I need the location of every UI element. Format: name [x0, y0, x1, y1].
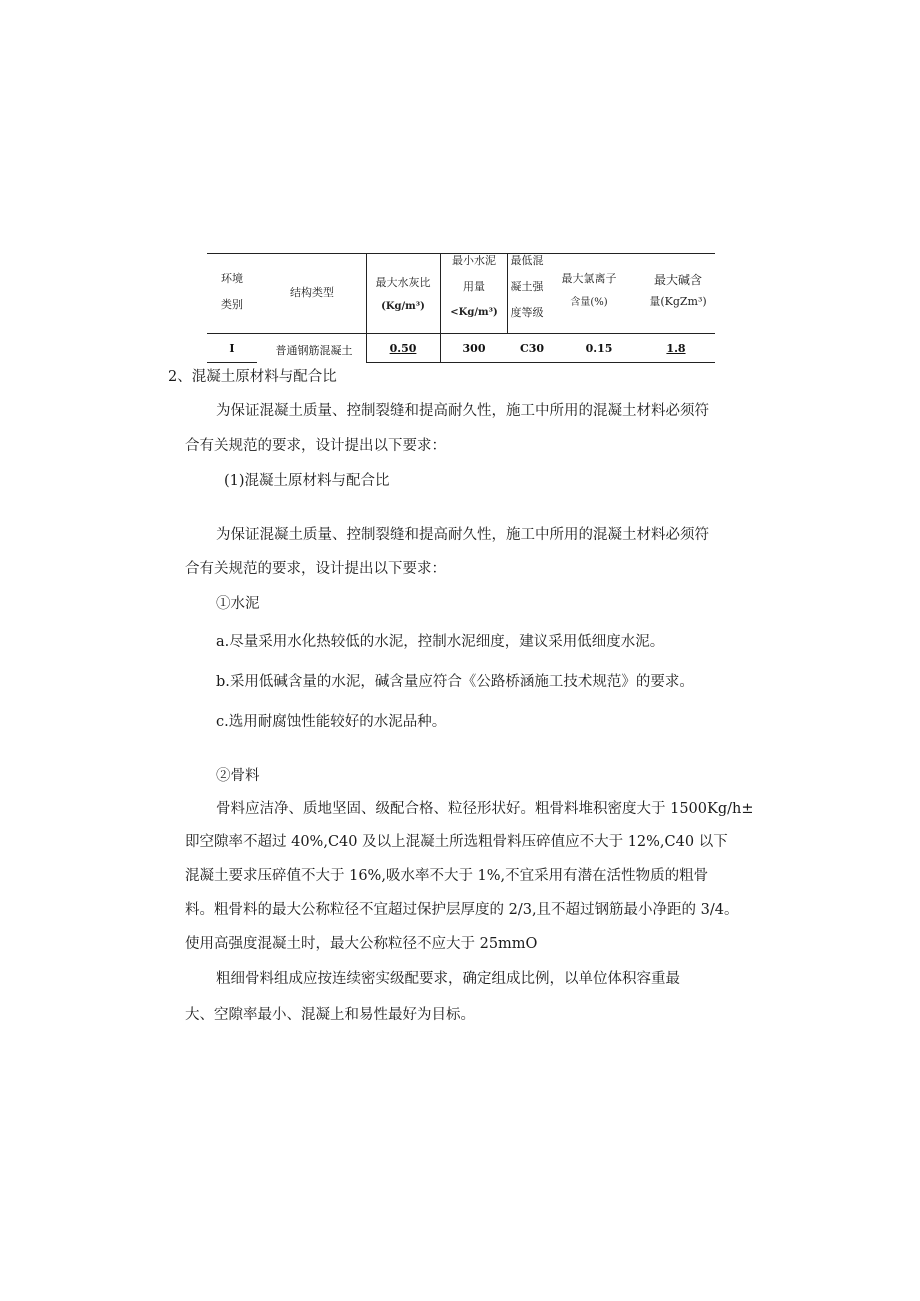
cell-max-alkali: 1.8: [666, 342, 686, 355]
table-left-underline: [207, 362, 257, 363]
sub-heading: (1)混凝土原材料与配合比: [224, 473, 390, 489]
cement-item-b: b.采用低碱含量的水泥，碱含量应符合《公路桥涵施工技术规范》的要求。: [216, 674, 694, 690]
table-header-rule: [207, 333, 715, 334]
cell-max-water-cement-ratio: 0.50: [389, 342, 417, 355]
cell-structure-type: 普通钢筋混凝土: [275, 344, 353, 357]
cement-item-a: a.尽量采用水化热较低的水泥，控制水泥细度，建议采用低细度水泥。: [216, 634, 665, 650]
intro-repeat-line-2: 合有关规范的要求，设计提出以下要求：: [185, 561, 446, 577]
aggregate-line: 骨料应洁净、质地坚固、级配合格、粒径形状好。粗骨料堆积密度大于 1500Kg/h±: [216, 801, 754, 817]
cell-min-concrete-grade: C30: [519, 342, 545, 355]
section-heading: 2、混凝土原材料与配合比: [168, 369, 337, 385]
header-max-chloride: 最大氯离子 含量(%): [561, 272, 617, 308]
aggregate-line: 使用高强度混凝土时，最大公称粒径不应大于 25mmO: [185, 936, 538, 952]
cell-min-cement-content: 300: [462, 342, 486, 355]
table-divider: [366, 253, 367, 363]
aggregate-line: 即空隙率不超过 40%,C40 及以上混凝土所选粗骨料压碎值应不大于 12%,C40 以下: [185, 834, 728, 850]
intro-repeat-line-1: 为保证混凝土质量、控制裂缝和提高耐久性，施工中所用的混凝土材料必须符: [216, 527, 709, 543]
aggregate-line: 料。粗骨料的最大公称粒径不宜超过保护层厚度的 2/3,且不超过钢筋最小净距的 3/4。: [185, 902, 739, 918]
cell-max-chloride: 0.15: [585, 342, 613, 355]
intro-line-1: 为保证混凝土质量、控制裂缝和提高耐久性，施工中所用的混凝土材料必须符: [216, 403, 709, 419]
aggregate-line: 混凝土要求压碎值不大于 16%,吸水率不大于 1%,不宜采用有潜在活性物质的粗骨: [185, 868, 709, 884]
table-bottom-rule: [366, 362, 715, 363]
gradation-line-1: 粗细骨料组成应按连续密实级配要求，确定组成比例，以单位体积容重最: [216, 971, 680, 987]
cement-item-c: c.选用耐腐蚀性能较好的水泥品种。: [216, 714, 447, 730]
table-divider: [440, 253, 441, 363]
header-structure-type: 结构类型: [290, 286, 334, 299]
intro-line-2: 合有关规范的要求，设计提出以下要求：: [185, 438, 446, 454]
header-env-class: 环境 类别: [221, 272, 243, 311]
cement-heading: ①水泥: [216, 596, 260, 612]
header-max-alkali: 最大碱含 量(KgZm³): [649, 273, 707, 308]
cell-env-class: I: [229, 342, 235, 355]
aggregate-heading: ②骨料: [216, 768, 260, 784]
gradation-line-2: 大、空隙率最小、混凝上和易性最好为目标。: [185, 1007, 475, 1023]
header-min-concrete-grade: 最低混 凝土强 度等级: [510, 254, 544, 319]
header-max-water-cement-ratio: 最大水灰比 (Kg/m³): [375, 276, 431, 312]
header-min-cement-content: 最小水泥 用量 <Kg/m³): [450, 254, 498, 318]
